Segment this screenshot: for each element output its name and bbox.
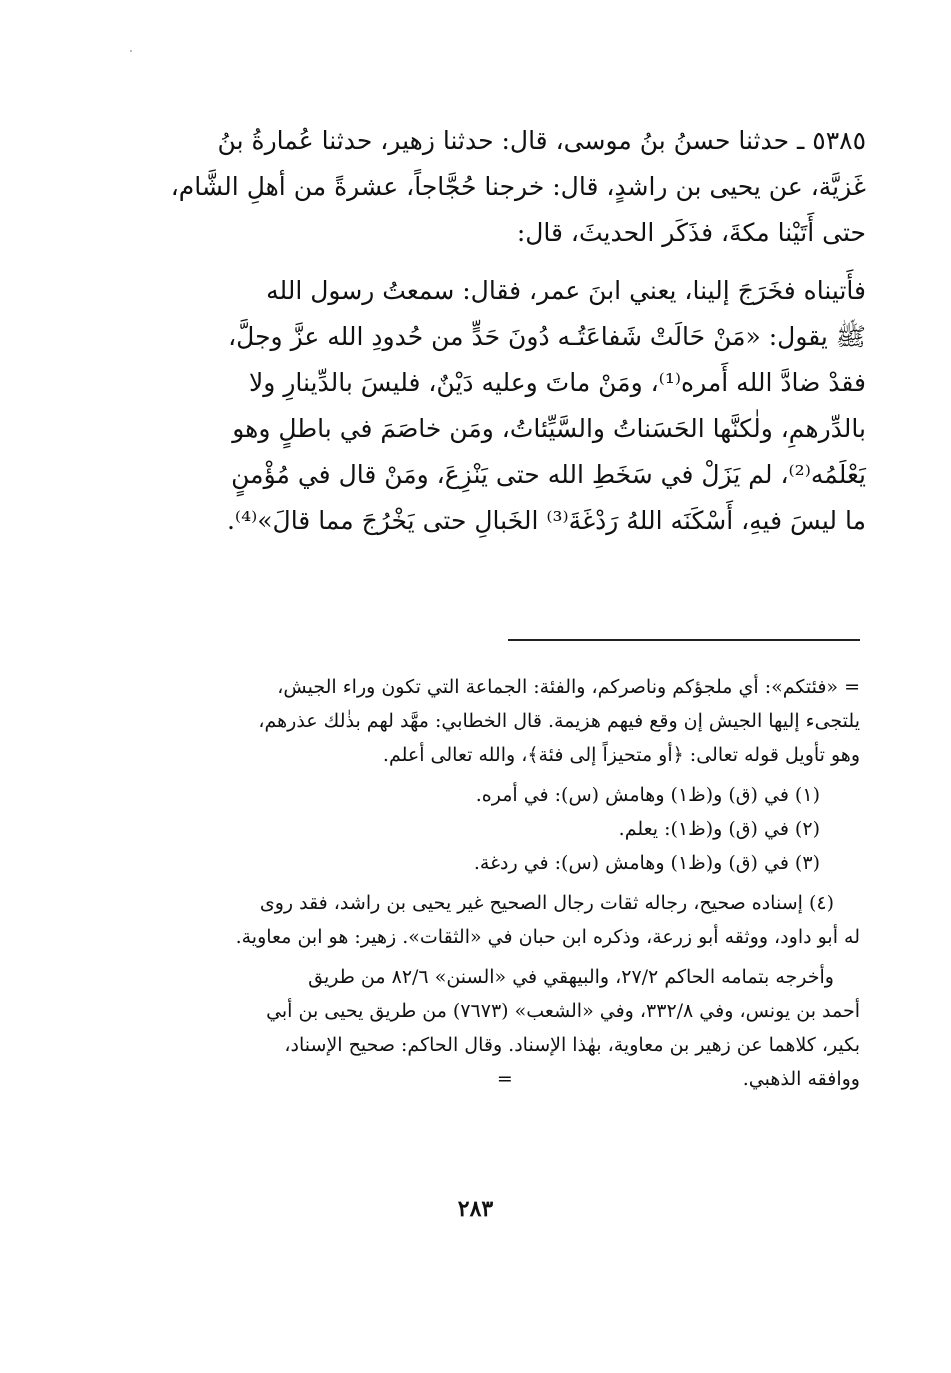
hadith-text-line: ما ليسَ فيهِ، أَسْكَنَه اللهُ رَدْغَةَ⁽³⁾ الخَبالِ حتى يَخْرُجَ مما قالَ»⁽⁴⁾.: [226, 506, 866, 535]
takhrij-line: أحمد بن يونس، وفي ٣٣٢/٨، وفي «الشعب» (٧٦٧٣) من طريق يحيى بن أبي: [266, 1000, 860, 1022]
page-number: ٢٨٣: [457, 1196, 494, 1222]
hadith-chain-line: ٥٣٨٥ ـ حدثنا حسنُ بنُ موسى، قال: حدثنا زهير، حدثنا عُمارةُ بنُ: [217, 126, 866, 155]
hadith-text-line: يَعْلَمُه⁽²⁾، لم يَزَلْ في سَخَطِ الله حتى يَنْزِعَ، ومَنْ قال في مُؤْمنٍ: [231, 460, 866, 489]
takhrij-line: وأخرجه بتمامه الحاكم ٢٧/٢، والبيهقي في «السنن» ٨٢/٦ من طريق: [308, 966, 834, 988]
continuation-mark: =: [496, 1068, 513, 1090]
hadith-text-line: بالدِّرهمِ، ولٰكنَّها الحَسَناتُ والسَّيِّئاتُ، ومَن خاصَمَ في باطلٍ وهو: [232, 414, 866, 443]
footnote-continuation-line: وهو تأويل قوله تعالى: ﴿أو متحيزاً إلى فئة﴾، والله تعالى أعلم.: [382, 744, 860, 766]
hadith-text-line: فقدْ ضادَّ الله أَمره⁽¹⁾، ومَنْ ماتَ وعليه دَيْنٌ، فليسَ بالدِّينارِ ولا: [249, 368, 866, 397]
hadith-chain-line: غَزيَّة، عن يحيى بن راشدٍ، قال: خرجنا حُجَّاجاً، عشرةً من أهلِ الشَّام،: [170, 172, 866, 201]
scan-speck: [130, 50, 132, 52]
footnote-4-line: له أبو داود، ووثقه أبو زرعة، وذكره ابن حبان في «الثقات». زهير: هو ابن معاوية.: [235, 926, 860, 948]
takhrij-last-line: [160, 1062, 860, 1096]
footnotes: [160, 670, 860, 1096]
takhrij-line: ووافقه الذهبي.: [742, 1068, 860, 1090]
hadith-text-line: ﷺ يقول: «مَنْ حَالَتْ شَفاعَتُـه دُونَ حَدٍّ من حُدودِ الله عزَّ وجلَّ،: [228, 322, 866, 351]
footnote-1: (١) في (ق) و(ظ١) وهامش (س): في أمره.: [475, 784, 820, 806]
footnote-continuation-line: = «فئتكم»: أي ملجؤكم وناصركم، والفئة: الجماعة التي تكون وراء الجيش،: [277, 676, 860, 698]
footnote-2: (٢) في (ق) و(ظ١): يعلم.: [618, 818, 820, 840]
footnote-divider: [508, 639, 860, 641]
footnote-3: (٣) في (ق) و(ظ١) وهامش (س): في ردغة.: [473, 852, 820, 874]
hadith-text-line: فأَتيناه فخَرَجَ إلينا، يعني ابنَ عمر، فقال: سمعتُ رسول الله: [266, 276, 866, 305]
hadith-chain-line: حتى أَتَيْنا مكةَ، فذَكَر الحديثَ، قال:: [516, 218, 866, 247]
footnote-4-line: (٤) إسناده صحيح، رجاله ثقات رجال الصحيح غير يحيى بن راشد، فقد روى: [259, 892, 834, 914]
takhrij-line: بكير، كلاهما عن زهير بن معاوية، بهٰذا الإسناد. وقال الحاكم: صحيح الإسناد،: [284, 1034, 860, 1056]
hadith-text: [150, 118, 866, 544]
footnote-continuation-line: يلتجىء إليها الجيش إن وقع فيهم هزيمة. قال الخطابي: مهَّد لهم بذٰلك عذرهم،: [258, 710, 860, 732]
